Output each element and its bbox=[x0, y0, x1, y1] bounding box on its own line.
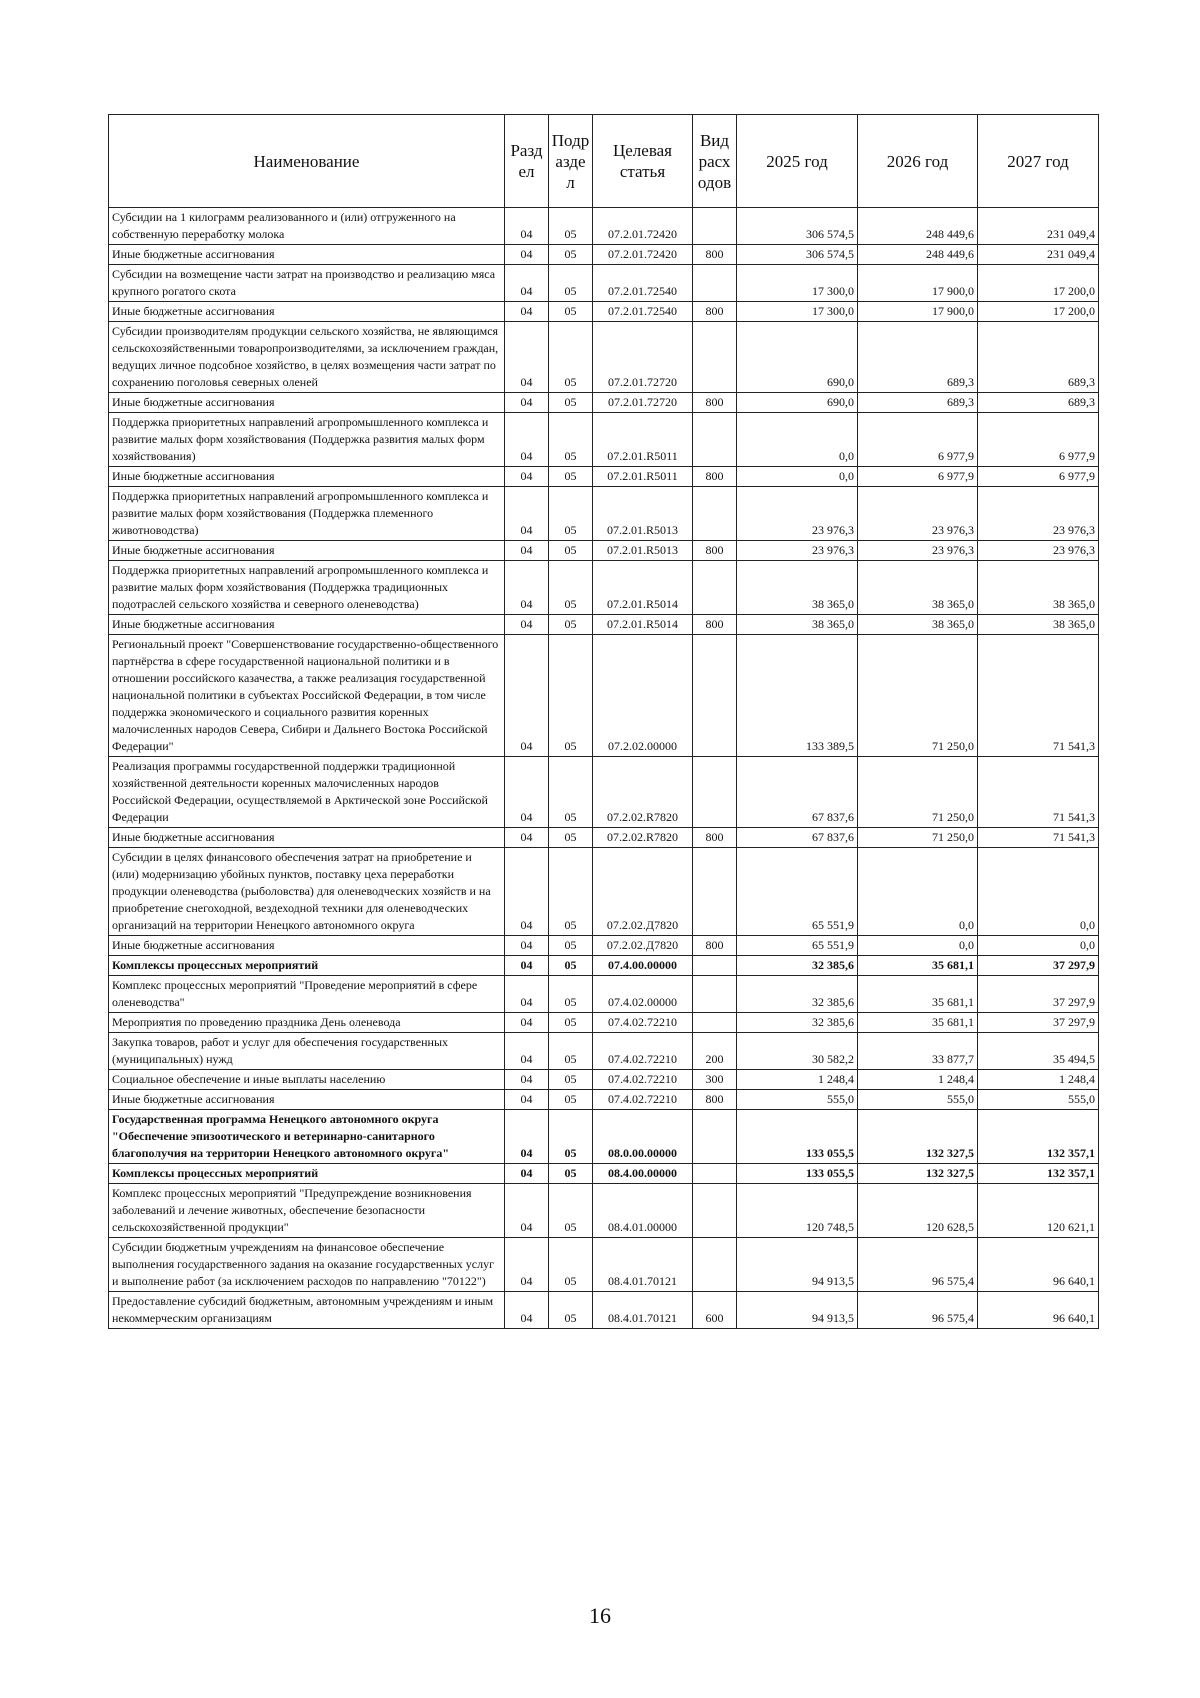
row-section: 04 bbox=[505, 467, 549, 487]
row-expense-type bbox=[693, 413, 737, 467]
row-target-article: 07.2.01.R5011 bbox=[593, 413, 693, 467]
row-section: 04 bbox=[505, 487, 549, 541]
row-name: Поддержка приоритетных направлений агропромышленного комплекса и развитие малых форм хозяйствования (Поддержка развития малых форм хозяйствования) bbox=[109, 413, 505, 467]
row-section: 04 bbox=[505, 976, 549, 1013]
row-value-2025: 23 976,3 bbox=[737, 541, 858, 561]
row-name: Региональный проект "Совершенствование государственно-общественного партнёрства в сфере государственной национальной политики и в отношении российского казачества, а также реализация государственной национальной политики в субъектах Российской Федерации, в том числе поддержка экономического и социального развития коренных малочисленных народов Севера, Сибири и Дальнего Востока Российской Федерации" bbox=[109, 635, 505, 757]
row-section: 04 bbox=[505, 541, 549, 561]
row-target-article: 07.2.02.00000 bbox=[593, 635, 693, 757]
row-target-article: 07.4.02.00000 bbox=[593, 976, 693, 1013]
table-row bbox=[109, 1013, 1099, 1033]
row-section: 04 bbox=[505, 1184, 549, 1238]
row-section: 04 bbox=[505, 828, 549, 848]
header-year-2026: 2026 год bbox=[858, 115, 978, 208]
row-target-article: 08.0.00.00000 bbox=[593, 1110, 693, 1164]
row-value-2027: 38 365,0 bbox=[978, 615, 1099, 635]
row-value-2025: 23 976,3 bbox=[737, 487, 858, 541]
table-row bbox=[109, 265, 1099, 302]
row-expense-type bbox=[693, 635, 737, 757]
row-name: Поддержка приоритетных направлений агропромышленного комплекса и развитие малых форм хозяйствования (Поддержка традиционных подотраслей сельского хозяйства и северного оленеводства) bbox=[109, 561, 505, 615]
row-value-2025: 133 389,5 bbox=[737, 635, 858, 757]
row-value-2026: 17 900,0 bbox=[858, 302, 978, 322]
row-subsection: 05 bbox=[549, 828, 593, 848]
table-row bbox=[109, 848, 1099, 936]
row-subsection: 05 bbox=[549, 936, 593, 956]
table-row bbox=[109, 936, 1099, 956]
row-value-2025: 32 385,6 bbox=[737, 956, 858, 976]
row-name: Комплекс процессных мероприятий "Предупреждение возникновения заболеваний и лечение животных, обеспечение безопасности сельскохозяйственной продукции" bbox=[109, 1184, 505, 1238]
row-target-article: 07.2.01.72420 bbox=[593, 208, 693, 245]
table-row bbox=[109, 1164, 1099, 1184]
row-section: 04 bbox=[505, 208, 549, 245]
row-name: Комплексы процессных мероприятий bbox=[109, 956, 505, 976]
header-year-2027: 2027 год bbox=[978, 115, 1099, 208]
table-row bbox=[109, 1110, 1099, 1164]
row-value-2025: 94 913,5 bbox=[737, 1292, 858, 1329]
row-value-2026: 248 449,6 bbox=[858, 208, 978, 245]
table-row bbox=[109, 467, 1099, 487]
row-value-2026: 38 365,0 bbox=[858, 615, 978, 635]
row-expense-type bbox=[693, 487, 737, 541]
document-page bbox=[108, 114, 1098, 1329]
row-value-2026: 71 250,0 bbox=[858, 828, 978, 848]
row-value-2027: 120 621,1 bbox=[978, 1184, 1099, 1238]
row-value-2025: 133 055,5 bbox=[737, 1164, 858, 1184]
row-subsection: 05 bbox=[549, 208, 593, 245]
row-name: Предоставление субсидий бюджетным, автономным учреждениям и иным некоммерческим организациям bbox=[109, 1292, 505, 1329]
row-section: 04 bbox=[505, 1090, 549, 1110]
row-name: Иные бюджетные ассигнования bbox=[109, 615, 505, 635]
row-target-article: 07.2.01.72420 bbox=[593, 245, 693, 265]
row-subsection: 05 bbox=[549, 265, 593, 302]
row-subsection: 05 bbox=[549, 1292, 593, 1329]
row-section: 04 bbox=[505, 936, 549, 956]
row-subsection: 05 bbox=[549, 1164, 593, 1184]
row-value-2026: 1 248,4 bbox=[858, 1070, 978, 1090]
row-value-2025: 0,0 bbox=[737, 413, 858, 467]
row-value-2027: 231 049,4 bbox=[978, 208, 1099, 245]
row-section: 04 bbox=[505, 245, 549, 265]
table-row bbox=[109, 413, 1099, 467]
row-subsection: 05 bbox=[549, 976, 593, 1013]
row-value-2025: 133 055,5 bbox=[737, 1110, 858, 1164]
table-row bbox=[109, 1070, 1099, 1090]
row-subsection: 05 bbox=[549, 848, 593, 936]
row-value-2026: 35 681,1 bbox=[858, 1013, 978, 1033]
row-value-2025: 32 385,6 bbox=[737, 976, 858, 1013]
row-value-2025: 65 551,9 bbox=[737, 936, 858, 956]
row-value-2027: 96 640,1 bbox=[978, 1292, 1099, 1329]
row-name: Иные бюджетные ассигнования bbox=[109, 936, 505, 956]
row-value-2025: 94 913,5 bbox=[737, 1238, 858, 1292]
table-row bbox=[109, 487, 1099, 541]
row-section: 04 bbox=[505, 265, 549, 302]
row-expense-type bbox=[693, 1013, 737, 1033]
table-row bbox=[109, 635, 1099, 757]
row-name: Субсидии в целях финансового обеспечения затрат на приобретение и (или) модернизацию убойных пунктов, поставку цеха переработки продукции оленеводства (рыболовства) для оленеводческих хозяйств и на приобретение снегоходной, вездеходной техники для оленеводческих организаций на территории Ненецкого автономного округа bbox=[109, 848, 505, 936]
row-value-2027: 132 357,1 bbox=[978, 1164, 1099, 1184]
row-value-2026: 132 327,5 bbox=[858, 1164, 978, 1184]
row-target-article: 07.4.02.72210 bbox=[593, 1090, 693, 1110]
row-value-2027: 37 297,9 bbox=[978, 976, 1099, 1013]
row-subsection: 05 bbox=[549, 1070, 593, 1090]
row-name: Комплексы процессных мероприятий bbox=[109, 1164, 505, 1184]
row-expense-type bbox=[693, 757, 737, 828]
row-value-2027: 71 541,3 bbox=[978, 757, 1099, 828]
row-value-2025: 306 574,5 bbox=[737, 245, 858, 265]
row-section: 04 bbox=[505, 393, 549, 413]
table-row bbox=[109, 828, 1099, 848]
row-name: Иные бюджетные ассигнования bbox=[109, 302, 505, 322]
row-expense-type: 800 bbox=[693, 1090, 737, 1110]
row-value-2025: 555,0 bbox=[737, 1090, 858, 1110]
table-header-row bbox=[109, 115, 1099, 208]
row-name: Мероприятия по проведению праздника День оленевода bbox=[109, 1013, 505, 1033]
row-expense-type bbox=[693, 322, 737, 393]
row-expense-type: 800 bbox=[693, 302, 737, 322]
header-name: Наименование bbox=[109, 115, 505, 208]
row-name: Иные бюджетные ассигнования bbox=[109, 1090, 505, 1110]
row-value-2025: 32 385,6 bbox=[737, 1013, 858, 1033]
row-value-2027: 23 976,3 bbox=[978, 541, 1099, 561]
row-subsection: 05 bbox=[549, 615, 593, 635]
row-value-2026: 96 575,4 bbox=[858, 1238, 978, 1292]
row-value-2026: 689,3 bbox=[858, 322, 978, 393]
row-value-2025: 67 837,6 bbox=[737, 757, 858, 828]
row-value-2026: 71 250,0 bbox=[858, 635, 978, 757]
row-section: 04 bbox=[505, 757, 549, 828]
row-value-2025: 306 574,5 bbox=[737, 208, 858, 245]
row-expense-type: 800 bbox=[693, 828, 737, 848]
header-section: Разд ел bbox=[505, 115, 549, 208]
row-target-article: 07.2.02.Д7820 bbox=[593, 936, 693, 956]
row-section: 04 bbox=[505, 302, 549, 322]
row-value-2025: 30 582,2 bbox=[737, 1033, 858, 1070]
row-value-2027: 1 248,4 bbox=[978, 1070, 1099, 1090]
row-value-2026: 35 681,1 bbox=[858, 956, 978, 976]
row-target-article: 07.2.01.R5014 bbox=[593, 561, 693, 615]
row-subsection: 05 bbox=[549, 1110, 593, 1164]
row-expense-type: 800 bbox=[693, 936, 737, 956]
row-subsection: 05 bbox=[549, 487, 593, 541]
row-subsection: 05 bbox=[549, 541, 593, 561]
table-row bbox=[109, 615, 1099, 635]
table-body bbox=[109, 208, 1099, 1329]
page-number: 16 bbox=[589, 1603, 611, 1628]
row-value-2026: 71 250,0 bbox=[858, 757, 978, 828]
row-section: 04 bbox=[505, 956, 549, 976]
row-expense-type bbox=[693, 1110, 737, 1164]
row-value-2027: 689,3 bbox=[978, 322, 1099, 393]
row-subsection: 05 bbox=[549, 956, 593, 976]
row-value-2027: 38 365,0 bbox=[978, 561, 1099, 615]
row-value-2027: 6 977,9 bbox=[978, 413, 1099, 467]
row-value-2025: 17 300,0 bbox=[737, 302, 858, 322]
row-subsection: 05 bbox=[549, 322, 593, 393]
row-name: Комплекс процессных мероприятий "Проведение мероприятий в сфере оленеводства" bbox=[109, 976, 505, 1013]
row-subsection: 05 bbox=[549, 302, 593, 322]
row-name: Иные бюджетные ассигнования bbox=[109, 541, 505, 561]
row-value-2027: 0,0 bbox=[978, 936, 1099, 956]
row-expense-type: 200 bbox=[693, 1033, 737, 1070]
row-value-2025: 0,0 bbox=[737, 467, 858, 487]
row-value-2026: 23 976,3 bbox=[858, 541, 978, 561]
row-expense-type bbox=[693, 1164, 737, 1184]
header-target-article: Целевая статья bbox=[593, 115, 693, 208]
row-section: 04 bbox=[505, 1292, 549, 1329]
row-target-article: 08.4.01.70121 bbox=[593, 1292, 693, 1329]
row-subsection: 05 bbox=[549, 1090, 593, 1110]
row-section: 04 bbox=[505, 1238, 549, 1292]
row-target-article: 07.2.01.R5014 bbox=[593, 615, 693, 635]
table-row bbox=[109, 1292, 1099, 1329]
row-target-article: 08.4.01.70121 bbox=[593, 1238, 693, 1292]
row-section: 04 bbox=[505, 615, 549, 635]
row-value-2027: 35 494,5 bbox=[978, 1033, 1099, 1070]
row-value-2027: 6 977,9 bbox=[978, 467, 1099, 487]
budget-table bbox=[108, 114, 1099, 1329]
row-section: 04 bbox=[505, 848, 549, 936]
row-value-2027: 0,0 bbox=[978, 848, 1099, 936]
row-value-2026: 35 681,1 bbox=[858, 976, 978, 1013]
row-value-2027: 231 049,4 bbox=[978, 245, 1099, 265]
row-subsection: 05 bbox=[549, 1238, 593, 1292]
row-section: 04 bbox=[505, 1033, 549, 1070]
row-subsection: 05 bbox=[549, 757, 593, 828]
row-name: Субсидии бюджетным учреждениям на финансовое обеспечение выполнения государственного задания на оказание государственных услуг и выполнение работ (за исключением расходов по направлению "70122") bbox=[109, 1238, 505, 1292]
row-target-article: 07.2.01.R5013 bbox=[593, 487, 693, 541]
row-name: Иные бюджетные ассигнования bbox=[109, 245, 505, 265]
table-row bbox=[109, 393, 1099, 413]
row-value-2025: 65 551,9 bbox=[737, 848, 858, 936]
row-expense-type: 800 bbox=[693, 541, 737, 561]
row-value-2027: 23 976,3 bbox=[978, 487, 1099, 541]
row-value-2027: 71 541,3 bbox=[978, 635, 1099, 757]
row-expense-type bbox=[693, 561, 737, 615]
row-value-2025: 690,0 bbox=[737, 322, 858, 393]
row-value-2026: 23 976,3 bbox=[858, 487, 978, 541]
row-target-article: 07.2.02.R7820 bbox=[593, 828, 693, 848]
row-value-2025: 120 748,5 bbox=[737, 1184, 858, 1238]
row-target-article: 08.4.00.00000 bbox=[593, 1164, 693, 1184]
table-row bbox=[109, 1033, 1099, 1070]
row-expense-type bbox=[693, 976, 737, 1013]
row-section: 04 bbox=[505, 1110, 549, 1164]
table-row bbox=[109, 956, 1099, 976]
table-row bbox=[109, 541, 1099, 561]
header-year-2025: 2025 год bbox=[737, 115, 858, 208]
table-row bbox=[109, 1238, 1099, 1292]
row-expense-type: 800 bbox=[693, 393, 737, 413]
table-row bbox=[109, 322, 1099, 393]
row-section: 04 bbox=[505, 635, 549, 757]
row-expense-type bbox=[693, 265, 737, 302]
row-name: Субсидии производителям продукции сельского хозяйства, не являющимся сельскохозяйственными товаропроизводителями, за исключением граждан, ведущих личное подсобное хозяйство, в целях возмещения части затрат по сохранению поголовья северных оленей bbox=[109, 322, 505, 393]
row-section: 04 bbox=[505, 322, 549, 393]
row-name: Субсидии на возмещение части затрат на производство и реализацию мяса крупного рогатого скота bbox=[109, 265, 505, 302]
row-target-article: 07.2.01.72540 bbox=[593, 265, 693, 302]
row-value-2027: 17 200,0 bbox=[978, 302, 1099, 322]
row-target-article: 07.4.02.72210 bbox=[593, 1070, 693, 1090]
row-value-2027: 17 200,0 bbox=[978, 265, 1099, 302]
row-target-article: 07.2.02.Д7820 bbox=[593, 848, 693, 936]
row-value-2026: 120 628,5 bbox=[858, 1184, 978, 1238]
row-value-2026: 555,0 bbox=[858, 1090, 978, 1110]
row-name: Закупка товаров, работ и услуг для обеспечения государственных (муниципальных) нужд bbox=[109, 1033, 505, 1070]
row-value-2026: 33 877,7 bbox=[858, 1033, 978, 1070]
row-value-2026: 17 900,0 bbox=[858, 265, 978, 302]
row-subsection: 05 bbox=[549, 561, 593, 615]
row-expense-type bbox=[693, 956, 737, 976]
row-expense-type bbox=[693, 848, 737, 936]
row-expense-type: 800 bbox=[693, 245, 737, 265]
header-subsection: Подр азде л bbox=[549, 115, 593, 208]
row-section: 04 bbox=[505, 1164, 549, 1184]
row-value-2026: 6 977,9 bbox=[858, 467, 978, 487]
table-row bbox=[109, 1184, 1099, 1238]
row-value-2026: 0,0 bbox=[858, 848, 978, 936]
row-value-2026: 132 327,5 bbox=[858, 1110, 978, 1164]
row-target-article: 07.2.01.72540 bbox=[593, 302, 693, 322]
row-subsection: 05 bbox=[549, 413, 593, 467]
row-value-2027: 689,3 bbox=[978, 393, 1099, 413]
row-name: Иные бюджетные ассигнования bbox=[109, 828, 505, 848]
row-value-2025: 38 365,0 bbox=[737, 615, 858, 635]
header-expense-type: Вид расх одов bbox=[693, 115, 737, 208]
row-value-2027: 37 297,9 bbox=[978, 956, 1099, 976]
row-subsection: 05 bbox=[549, 245, 593, 265]
row-target-article: 07.4.02.72210 bbox=[593, 1013, 693, 1033]
row-subsection: 05 bbox=[549, 635, 593, 757]
row-value-2026: 38 365,0 bbox=[858, 561, 978, 615]
row-subsection: 05 bbox=[549, 1184, 593, 1238]
row-target-article: 07.2.01.72720 bbox=[593, 393, 693, 413]
table-row bbox=[109, 561, 1099, 615]
row-name: Социальное обеспечение и иные выплаты населению bbox=[109, 1070, 505, 1090]
row-target-article: 07.2.01.72720 bbox=[593, 322, 693, 393]
table-row bbox=[109, 302, 1099, 322]
row-value-2026: 689,3 bbox=[858, 393, 978, 413]
row-expense-type: 300 bbox=[693, 1070, 737, 1090]
row-section: 04 bbox=[505, 1013, 549, 1033]
table-row bbox=[109, 1090, 1099, 1110]
row-value-2027: 132 357,1 bbox=[978, 1110, 1099, 1164]
row-expense-type bbox=[693, 208, 737, 245]
row-subsection: 05 bbox=[549, 467, 593, 487]
row-value-2025: 1 248,4 bbox=[737, 1070, 858, 1090]
row-value-2027: 37 297,9 bbox=[978, 1013, 1099, 1033]
row-name: Реализация программы государственной поддержки традиционной хозяйственной деятельности коренных малочисленных народов Российской Федерации, осуществляемой в Арктической зоне Российской Федерации bbox=[109, 757, 505, 828]
row-name: Иные бюджетные ассигнования bbox=[109, 467, 505, 487]
table-row bbox=[109, 208, 1099, 245]
row-section: 04 bbox=[505, 1070, 549, 1090]
row-value-2027: 96 640,1 bbox=[978, 1238, 1099, 1292]
row-name: Субсидии на 1 килограмм реализованного и (или) отгруженного на собственную переработку молока bbox=[109, 208, 505, 245]
row-expense-type bbox=[693, 1238, 737, 1292]
table-row bbox=[109, 757, 1099, 828]
row-value-2026: 96 575,4 bbox=[858, 1292, 978, 1329]
row-subsection: 05 bbox=[549, 1033, 593, 1070]
table-row bbox=[109, 976, 1099, 1013]
row-name: Государственная программа Ненецкого автономного округа "Обеспечение эпизоотического и ветеринарно-санитарного благополучия на территории Ненецкого автономного округа" bbox=[109, 1110, 505, 1164]
row-name: Иные бюджетные ассигнования bbox=[109, 393, 505, 413]
row-target-article: 07.2.02.R7820 bbox=[593, 757, 693, 828]
row-expense-type: 800 bbox=[693, 467, 737, 487]
row-subsection: 05 bbox=[549, 1013, 593, 1033]
row-expense-type: 600 bbox=[693, 1292, 737, 1329]
row-value-2025: 67 837,6 bbox=[737, 828, 858, 848]
row-value-2027: 555,0 bbox=[978, 1090, 1099, 1110]
row-expense-type bbox=[693, 1184, 737, 1238]
row-value-2025: 17 300,0 bbox=[737, 265, 858, 302]
row-target-article: 07.2.01.R5013 bbox=[593, 541, 693, 561]
row-value-2026: 6 977,9 bbox=[858, 413, 978, 467]
row-section: 04 bbox=[505, 561, 549, 615]
row-target-article: 08.4.01.00000 bbox=[593, 1184, 693, 1238]
row-value-2025: 690,0 bbox=[737, 393, 858, 413]
row-target-article: 07.4.00.00000 bbox=[593, 956, 693, 976]
row-target-article: 07.2.01.R5011 bbox=[593, 467, 693, 487]
row-section: 04 bbox=[505, 413, 549, 467]
row-name: Поддержка приоритетных направлений агропромышленного комплекса и развитие малых форм хозяйствования (Поддержка племенного животноводства) bbox=[109, 487, 505, 541]
row-value-2026: 248 449,6 bbox=[858, 245, 978, 265]
row-expense-type: 800 bbox=[693, 615, 737, 635]
row-subsection: 05 bbox=[549, 393, 593, 413]
row-value-2027: 71 541,3 bbox=[978, 828, 1099, 848]
row-value-2025: 38 365,0 bbox=[737, 561, 858, 615]
row-target-article: 07.4.02.72210 bbox=[593, 1033, 693, 1070]
row-value-2026: 0,0 bbox=[858, 936, 978, 956]
table-row bbox=[109, 245, 1099, 265]
